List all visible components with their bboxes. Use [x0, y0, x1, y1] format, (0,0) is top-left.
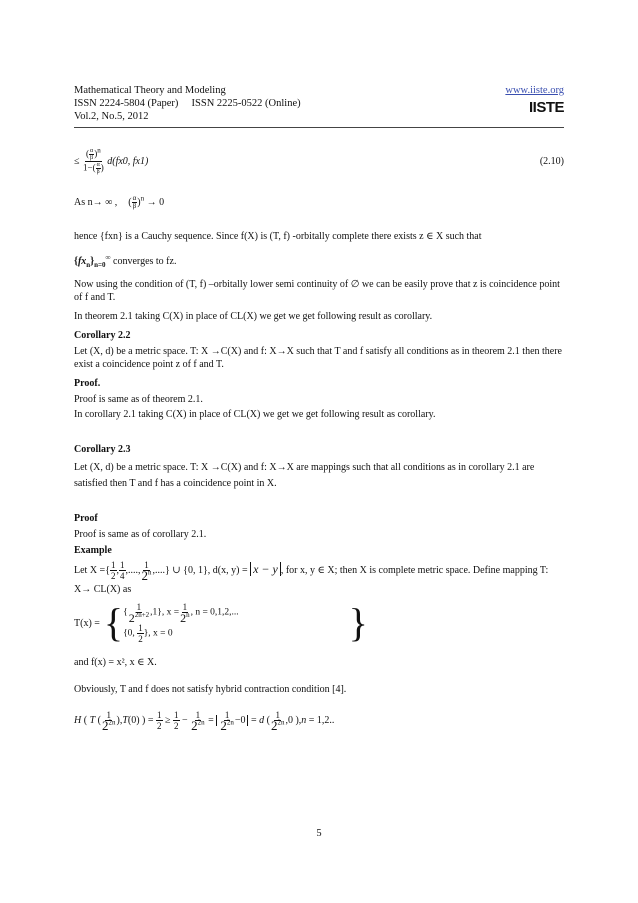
now-paragraph: Now using the condition of (T, f) –orbitally lower semi continuity of ∅ we can be easily prove that z is coincidence point of f and T. — [74, 279, 560, 303]
corollary-paragraph: In corollary 2.1 taking C(X) in place of CL(X) we get we get following result as corollary. — [74, 409, 436, 420]
page-header — [74, 84, 564, 123]
cauchy-paragraph: hence {fxn} is a Cauchy sequence. Since f(X) is (T, f) -orbitally complete there exists z ∈ X such that — [74, 231, 482, 242]
example-title: Example — [74, 545, 112, 556]
f-definition: and f(x) = x², x ∈ X. — [74, 657, 157, 668]
corollary-2-3-title: Corollary 2.3 — [74, 444, 131, 455]
proof-1-text: Proof is same as of theorem 2.1. — [74, 394, 203, 405]
corollary-2-2-text: Let (X, d) be a metric space. T: X →C(X) and f: X→X such that T and f satisfy all conditions as in theorem 2.1 then there exist a coincidence point z of f and T. — [74, 346, 562, 370]
page-number: 5 — [316, 828, 322, 839]
corollary-2-2-title: Corollary 2.2 — [74, 330, 131, 341]
proof-1-title: Proof. — [74, 378, 101, 389]
eq-rhs: d(fx0, fx1) — [107, 155, 149, 167]
proof-2-title: Proof — [74, 513, 98, 524]
equation-label: (2.10) — [539, 156, 564, 167]
journal-url-link[interactable]: www.iiste.org — [505, 85, 564, 96]
t-definition: T(x) = { { $\frac{1}{2^{2n+2}}$ ,1}, x = $\frac{1}{2^n}$ , n = 0,1,2,... {0, $\frac{1}{2}$ }, x = 0 } — [74, 600, 368, 645]
page-body — [74, 148, 564, 731]
ratio-fraction: ( $\frac{\alpha}{\beta}$ )$^n$ 1−( $\frac{\alpha}{\beta}$ ) — [83, 146, 104, 175]
theorem-paragraph: In theorem 2.1 taking C(X) in place of CL(X) we get we get following result as corollary. — [74, 311, 433, 322]
converges-line: $\{fx_n\}_{n=0}^\infty$ converges to fz. — [74, 253, 177, 269]
obviously-line: Obviously, T and f does not satisfy hybrid contraction condition [4]. — [74, 684, 347, 695]
leq-sign: ≤ — [74, 155, 80, 167]
corollary-2-3-text: Let (X, d) be a metric space. T: X →C(X) and f: X→X are mappings such that all conditions as in corollary 2.1 are satisfied then T and f has a coincidence point in X. — [74, 462, 535, 489]
limit-line: As n→ ∞ , ( $\frac{\alpha}{\beta}$ )$^n$ → 0 — [74, 194, 165, 210]
hausdorff-equation: H ( T ( $\frac{1}{2^{2n}}$ ),T(0) ) = $\frac{1}{2}$ ≥ $\frac{1}{2}$ − $\frac{1}{2^{2n}}$ = $\frac{1}{2^{2n}}$ −0 = d ( $\frac{1}{2^{2n}}$ ,0 ),n = 1,2.. — [74, 710, 335, 733]
iiste-logo: IISTE — [528, 99, 564, 116]
equation-2-10 — [74, 148, 564, 175]
header-divider — [74, 127, 564, 128]
mapping-line: X→ CL(X) as — [74, 584, 132, 595]
journal-title: Mathematical Theory and Modeling — [74, 85, 226, 96]
example-set-line: Let X ={ $\frac{1}{2}$ , $\frac{1}{4}$ ,...., $\frac{1}{2^n}$ ,....} ∪ {0, 1}, d(x, y) = x − y , for x, y ∈ X; then X is complete metric space. Define mapping T: — [74, 560, 549, 583]
proof-2-text: Proof is same as of corollary 2.1. — [74, 529, 207, 540]
issn-line: ISSN 2224-5804 (Paper) ISSN 2225-0522 (Online) — [74, 98, 301, 109]
volume-line: Vol.2, No.5, 2012 — [74, 111, 149, 122]
